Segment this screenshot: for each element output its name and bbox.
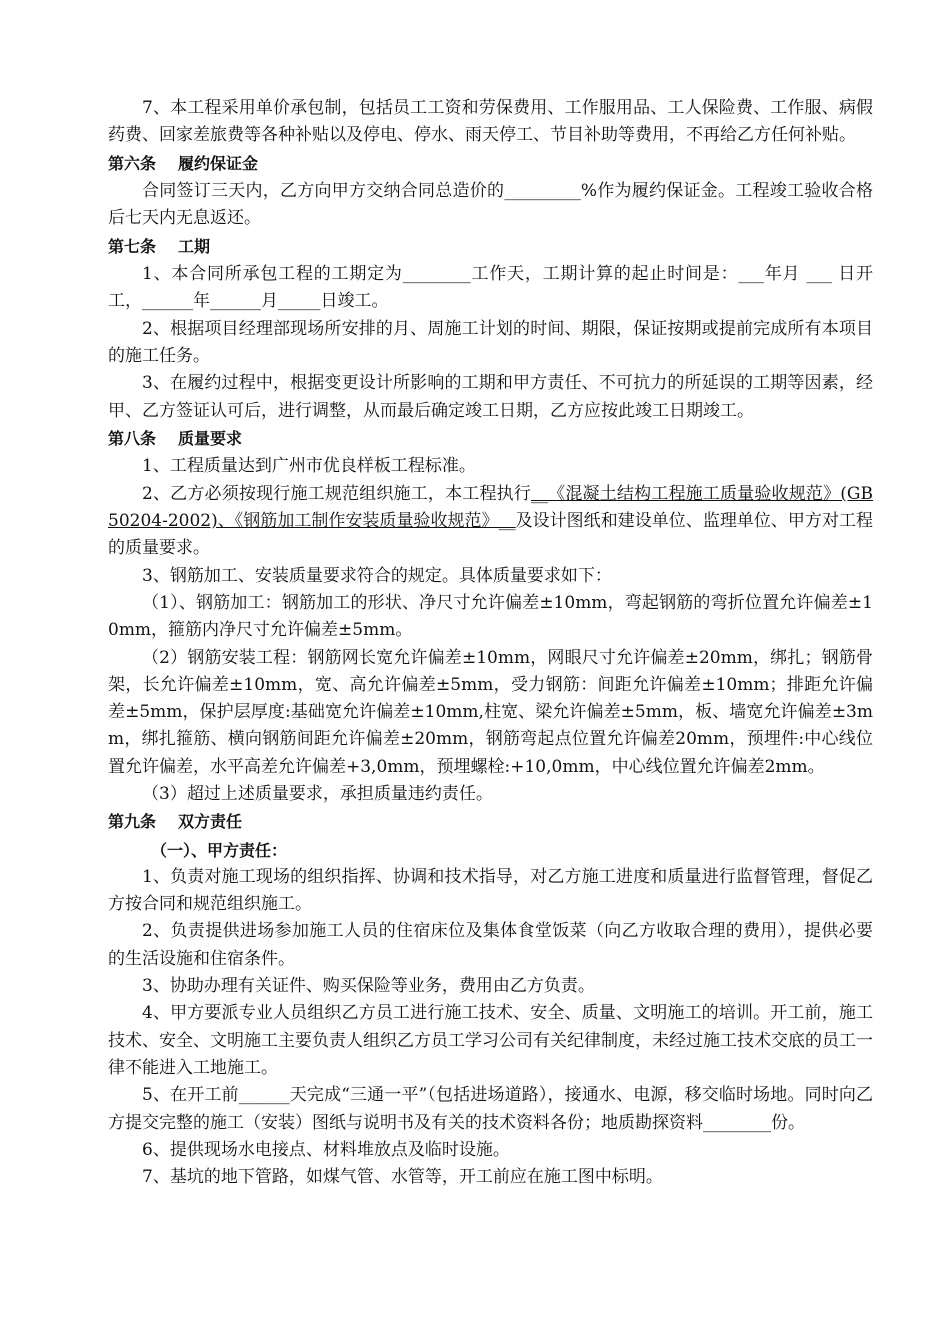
blank-field: ________	[402, 264, 471, 285]
text-segment: 份。	[771, 1112, 805, 1133]
document-page	[108, 95, 873, 1191]
article-6-number: 第六条	[108, 153, 157, 173]
party-a-duties-heading: （一）、甲方责任：	[151, 840, 288, 860]
article-9-clause-3: 3、协助办理有关证件、购买保险等业务，费用由乙方负责。	[142, 976, 595, 997]
blank-field: ______	[238, 1085, 290, 1106]
text-segment: 1、本合同所承包工程的工期定为	[142, 264, 403, 285]
text-segment: 年月	[763, 264, 801, 285]
article-9-clause-6: 6、提供现场水电接点、材料堆放点及临时设施。	[142, 1139, 510, 1160]
text-segment: 日竣工。	[320, 291, 389, 312]
article-6-heading	[108, 150, 873, 179]
article-8-title: 质量要求	[178, 428, 243, 448]
text-segment: 天完成“三通一平”（包括进场道路），接通水、电源，移交临时场地。同时向乙方提交完整的施工（安装）图纸与说明书及有关的技术资料各份；地质勘探资料	[108, 1085, 873, 1133]
article-6-paragraph	[108, 178, 873, 233]
blank-field: ______	[142, 291, 193, 312]
article-8-clause-2	[108, 481, 873, 563]
article-9-clause-7: 7、基坑的地下管路，如煤气管、水管等，开工前应在施工图中标明。	[142, 1167, 663, 1188]
article-9-clause-1: 1、负责对施工现场的组织指挥、协调和技术指导，对乙方施工进度和质量进行监督管理，督促乙方按合同和规范组织施工。	[108, 866, 873, 915]
blank-field: ___	[800, 264, 839, 285]
standards-reference: __《混凝土结构工程施工质量验收规范》(GB50204-2002)、《钢筋加工制作安装质量验收规范》__	[108, 483, 873, 532]
article-8-number: 第八条	[108, 428, 157, 448]
article-7-title: 工期	[178, 236, 211, 256]
article-8-clause-3-3: （3）超过上述质量要求，承担质量违约责任。	[142, 784, 493, 805]
text-segment: 年	[193, 291, 210, 312]
text-segment: 2、乙方必须按现行施工规范组织施工，本工程执行	[142, 483, 531, 504]
blank-field: ________	[703, 1112, 771, 1133]
text-segment: 月	[261, 291, 278, 312]
article-7-clause-3: 3、在履约过程中，根据变更设计所影响的工期和甲方责任、不可抗力的所延误的工期等因素，经甲、乙方签证认可后，进行调整，从而最后确定竣工日期，乙方应按此竣工日期竣工。	[108, 373, 873, 421]
article-8-heading	[108, 425, 873, 454]
text-segment: 工作天，工期计算的起止时间是：	[470, 264, 739, 285]
article-9-title: 双方责任	[178, 812, 243, 832]
article-7-clause-1	[108, 261, 873, 316]
article-7-clause-2: 2、根据项目经理部现场所安排的月、周施工计划的时间、期限，保证按期或提前完成所有本项目的施工任务。	[108, 318, 873, 367]
clause-7-wage-system: 7、本工程采用单价承包制，包括员工工资和劳保费用、工作服用品、工人保险费、工作服、病假药费、回家差旅费等各种补贴以及停电、停水、雨天停工、节目补助等费用，不再给乙方任何补贴。	[108, 98, 873, 146]
article-7-number: 第七条	[108, 236, 157, 256]
blank-field: _____	[278, 291, 321, 312]
article-9-number: 第九条	[108, 812, 157, 832]
article-8-clause-3: 3、钢筋加工、安装质量要求符合的规定。具体质量要求如下：	[142, 565, 612, 586]
article-7-heading	[108, 233, 873, 262]
article-8-clause-1: 1、工程质量达到广州市优良样板工程标准。	[142, 456, 476, 477]
blank-field: _________	[504, 181, 581, 202]
article-9-clause-5	[108, 1082, 873, 1137]
article-9-clause-4: 4、甲方要派专业人员组织乙方员工进行施工技术、安全、质量、文明施工的培训。开工前，施工技术、安全、文明施工主要负责人组织乙方员工学习公司有关纪律制度，未经过施工技术交底的员工一律不能进入工地施工。	[108, 1003, 873, 1078]
blank-field: ___	[738, 264, 764, 285]
article-6-title: 履约保证金	[178, 153, 259, 173]
text-segment: 合同签订三天内，乙方向甲方交纳合同总造价的	[142, 181, 505, 202]
article-8-clause-3-1: （1）、钢筋加工：钢筋加工的形状、净尺寸允许偏差±10mm，弯起钢筋的弯折位置允许偏差±10mm，箍筋内净尺寸允许偏差±5mm。	[108, 592, 873, 641]
text-segment: 日开工，	[108, 264, 874, 312]
article-8-clause-3-2: （2）钢筋安装工程：钢筋网长宽允许偏差±10mm，网眼尺寸允许偏差±20mm，绑扎；钢筋骨架，长允许偏差±10mm，宽、高允许偏差±5mm，受力钢筋：间距允许偏差±10mm；排距允许偏差±5mm，保护层厚度:基础宽允许偏差±10mm,柱宽、梁允许偏差±5mm，板、墙宽允许偏差±3mm，绑扎箍筋、横向钢筋间距允许偏差±20mm，钢筋弯起点位置允许偏差20mm，预埋件:中心线位置允许偏差，水平高差允许偏差+3,0mm，预埋螺栓:+10,0mm，中心线位置允许偏差2mm。	[108, 647, 873, 777]
text-segment: 及设计图纸和建设单位、监理单位、甲方对工程的质量要求。	[108, 511, 873, 559]
article-9-heading	[108, 808, 873, 837]
text-segment: 5、在开工前	[142, 1085, 239, 1106]
text-segment: %作为履约保证金。工程竣工验收合格后七天内无息返还。	[108, 181, 874, 229]
article-9-clause-2: 2、负责提供进场参加施工人员的住宿床位及集体食堂饭菜（向乙方收取合理的费用），提供必要的生活设施和住宿条件。	[108, 921, 873, 969]
blank-field: ______	[210, 291, 261, 312]
